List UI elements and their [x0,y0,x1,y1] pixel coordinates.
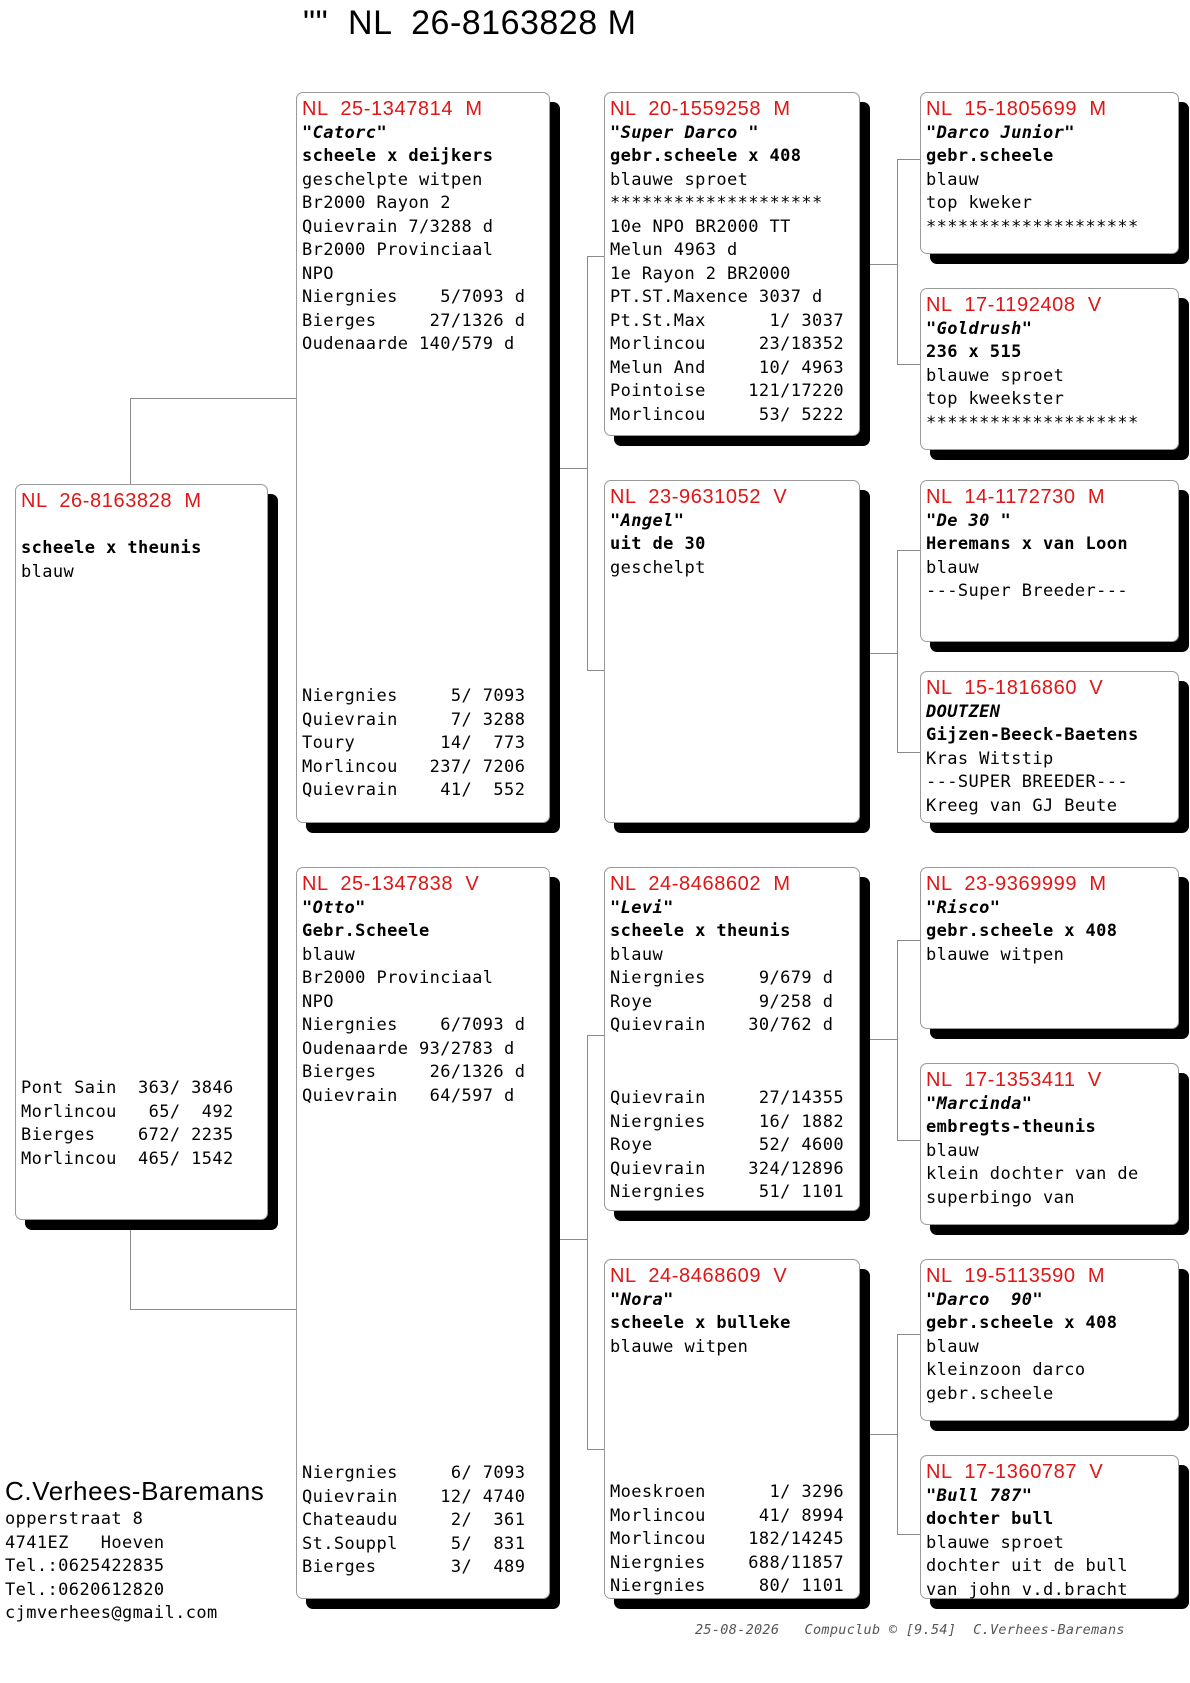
info-line: Roye 9/258 d [610,991,834,1012]
ring-number: NL 25-1347814 M [302,98,483,120]
result-line: Roye 52/ 4600 [610,1135,844,1155]
bird-name: "Darco 90" [926,1289,1043,1310]
info-line: Oudenaarde 140/579 d [302,334,515,354]
ssd-card [920,288,1179,450]
info-line: Br2000 Provinciaal [302,240,494,260]
result-line: Morlincou 65/ 492 [21,1101,234,1122]
strain-line: scheele x theunis [610,921,791,941]
result-line: Morlincou 23/18352 [610,334,844,354]
owner-phone: Tel.:0620612820 [5,1579,165,1600]
info-line: PT.ST.Maxence 3037 d [610,287,823,307]
result-line: Niergnies 688/11857 [610,1552,844,1573]
strain-line: scheele x deijkers [302,146,494,166]
connector-line [130,1309,296,1310]
result-line: Morlincou 182/14245 [610,1529,844,1549]
strain-line: gebr.scheele x 408 [926,1313,1118,1333]
connector-line [587,1035,588,1449]
dam-dam-card [604,1259,860,1599]
result-line: Morlincou 53/ 5222 [610,404,844,425]
info-line: top kweker [926,193,1033,213]
connector-line [870,264,897,265]
result-line: Niergnies 16/ 1882 [610,1111,844,1132]
info-line: Br2000 Rayon 2 [302,193,451,213]
info-line: Quievrain 30/762 d [610,1015,834,1035]
info-line: Bierges 26/1326 d [302,1062,526,1082]
info-line: geschelpte witpen [302,169,483,190]
owner-phone: Tel.:0625422835 [5,1556,165,1576]
connector-line [560,468,587,469]
info-line: superbingo van [926,1187,1075,1208]
connector-line [587,670,604,671]
bird-name: "Goldrush" [926,318,1033,339]
info-line: blauw [926,1140,980,1161]
connector-line [130,398,131,484]
info-line: blauw [302,944,356,965]
connector-line [130,398,296,399]
info-line: Melun 4963 d [610,240,738,260]
bird-name: "Darco Junior" [926,122,1075,143]
info-line: kleinzoon darco [926,1360,1086,1380]
result-line: Chateaudu 2/ 361 [302,1510,526,1530]
strain-line: dochter bull [926,1509,1054,1529]
result-line: Bierges 672/ 2235 [21,1125,234,1145]
info-line: blauwe sproet [610,169,749,190]
info-line: ******************** [926,216,1139,237]
connector-line [870,1039,897,1040]
info-line: Niergnies 9/679 d [610,968,834,988]
info-line: Niergnies 6/7093 d [302,1015,526,1035]
info-line: NPO [302,991,334,1012]
result-line: Morlincou 237/ 7206 [302,756,526,777]
bird-name: "Risco" [926,897,1001,918]
info-line: blauw [610,944,664,965]
results-list [610,1481,844,1599]
info-line: Quievrain 7/3288 d [302,216,494,237]
info-line: ---SUPER BREEDER--- [926,772,1129,792]
owner-name: C.Verhees-Baremans [5,1476,265,1506]
ring-number: NL 17-1360787 V [926,1461,1104,1483]
strain-line: 236 x 515 [926,342,1022,362]
connector-line [897,550,920,551]
results-list [302,1462,525,1580]
result-line: Quievrain 324/12896 [610,1158,844,1179]
strain-line: gebr.scheele [926,146,1054,166]
result-line: Bierges 3/ 489 [302,1557,526,1577]
connector-line [897,940,920,941]
sds-card [920,480,1179,642]
result-line: Quievrain 27/14355 [610,1088,844,1108]
results-list [302,685,525,803]
connector-line [897,550,898,752]
result-line: Niergnies 6/ 7093 [302,1463,526,1483]
result-line: Pointoise 121/17220 [610,381,844,401]
result-line: Niergnies 80/ 1101 [610,1576,844,1596]
owner-email: cjmverhees@gmail.com [5,1603,218,1623]
info-line [21,514,267,538]
info-line: Quievrain 64/597 d [302,1085,515,1106]
result-line: Moeskroen 1/ 3296 [610,1482,844,1502]
bird-name: "De 30 " [926,510,1012,531]
strain-line: Gijzen-Beeck-Baetens [926,725,1139,745]
info-line: blauw [926,1336,980,1357]
bird-name: "Levi" [610,897,674,918]
info-line: dochter uit de bull [926,1556,1129,1576]
ddd-card [920,1455,1179,1599]
results-list [610,1087,844,1205]
result-line: Quievrain 12/ 4740 [302,1486,526,1507]
connector-line [870,1434,897,1435]
info-line: geschelpt [610,557,706,578]
bird-name: "Otto" [302,897,366,918]
result-line: St.Souppl 5/ 831 [302,1533,526,1554]
ring-number: NL 19-5113590 M [926,1265,1106,1287]
dam-sire-card [604,867,860,1211]
bird-name: "Angel" [610,510,685,531]
ring-number: NL 14-1172730 M [926,486,1106,508]
info-line: Br2000 Provinciaal [302,968,494,988]
ring-number: NL 23-9369999 M [926,873,1107,895]
info-line: ******************** [610,193,823,213]
dsd-card [920,1063,1179,1225]
subject-card [15,484,268,1220]
result-line: Morlincou 41/ 8994 [610,1505,844,1526]
strain-line: gebr.scheele x 408 [610,146,802,166]
connector-line [130,1228,131,1309]
ring-number: NL 20-1559258 M [610,98,791,120]
sire-sire-card [604,92,860,436]
color-line: blauw [21,561,75,582]
connector-line [897,1534,920,1535]
info-line: Kras Witstip [926,748,1054,769]
info-line: ******************** [926,412,1139,433]
bird-name: "Nora" [610,1289,674,1310]
connector-line [870,653,897,654]
connector-line [587,256,604,257]
result-line: Pt.St.Max 1/ 3037 [610,310,844,331]
ring-number: NL 25-1347838 V [302,873,480,895]
info-line: Kreeg van GJ Beute [926,795,1118,816]
strain-line: Heremans x van Loon [926,534,1129,554]
strain-line: embregts-theunis [926,1117,1097,1137]
result-line: Morlincou 465/ 1542 [21,1148,234,1169]
ring-number: NL 24-8468602 M [610,873,791,895]
strain-line: scheele x bulleke [610,1313,791,1333]
ring-number: NL 17-1192408 V [926,294,1102,316]
info-line: blauwe sproet [926,365,1065,386]
strain-line: gebr.scheele x 408 [926,921,1118,941]
bird-name: "Bull 787" [926,1485,1033,1506]
ring-number: NL 23-9631052 V [610,486,788,508]
info-line: blauwe sproet [926,1532,1065,1553]
dss-card [920,867,1179,1029]
sss-card [920,92,1179,254]
bird-name: "Catorc" [302,122,388,143]
connector-line [897,1334,920,1335]
connector-line [897,1140,920,1141]
owner-info [5,1474,264,1626]
dds-card [920,1259,1179,1421]
result-line: Quievrain 41/ 552 [302,780,526,800]
ring-number: NL 15-1805699 M [926,98,1107,120]
ring-number: NL 15-1816860 V [926,677,1104,699]
connector-line [897,159,920,160]
info-line: top kweekster [926,389,1065,409]
strain-line: Gebr.Scheele [302,921,430,941]
ring-number: NL 26-8163828 M [21,490,202,512]
connector-line [897,364,920,365]
connector-line [587,256,588,670]
bird-name: "Marcinda" [926,1093,1033,1114]
ring-number: NL 17-1353411 V [926,1069,1102,1091]
ring-number: NL 24-8468609 V [610,1265,788,1287]
connector-line [897,940,898,1140]
footer-text: 25-08-2026 Compuclub © [9.54] C.Verhees-Baremans [695,1622,1125,1638]
connector-line [897,752,920,753]
dam-card [296,867,550,1599]
connector-line [587,1035,604,1036]
info-line: Oudenaarde 93/2783 d [302,1038,515,1059]
sdd-card [920,671,1179,823]
bird-name: DOUTZEN [926,701,1001,722]
results-list [21,1077,234,1171]
info-line: van john v.d.bracht [926,1579,1129,1600]
page-title: "" NL 26-8163828 M [303,4,637,42]
connector-line [897,159,898,364]
info-line: blauwe witpen [926,944,1065,965]
result-line: Toury 14/ 773 [302,733,526,753]
connector-line [897,1334,898,1534]
bird-name: "Super Darco " [610,122,759,143]
info-line: blauwe witpen [610,1336,749,1357]
strain-line: uit de 30 [610,534,706,554]
connector-line [587,1449,604,1450]
result-line: Quievrain 7/ 3288 [302,709,526,730]
info-line: 1e Rayon 2 BR2000 [610,263,791,284]
info-line: Niergnies 5/7093 d [302,287,526,307]
owner-address: opperstraat 8 [5,1509,144,1529]
info-line: NPO [302,263,334,284]
info-line: ---Super Breeder--- [926,581,1129,601]
info-line: klein dochter van de [926,1164,1139,1184]
result-line: Melun And 10/ 4963 [610,357,844,378]
info-line: blauw [926,169,980,190]
strain-line: scheele x theunis [21,538,202,558]
result-line: Pont Sain 363/ 3846 [21,1078,234,1098]
info-line: blauw [926,557,980,578]
info-line: Bierges 27/1326 d [302,310,526,331]
owner-postcode: 4741EZ Hoeven [5,1532,165,1553]
sire-dam-card [604,480,860,823]
info-line: gebr.scheele [926,1383,1054,1404]
sire-card [296,92,550,823]
result-line: Niergnies 51/ 1101 [610,1182,844,1202]
result-line: Niergnies 5/ 7093 [302,686,526,706]
info-line: 10e NPO BR2000 TT [610,216,791,237]
connector-line [560,1239,587,1240]
